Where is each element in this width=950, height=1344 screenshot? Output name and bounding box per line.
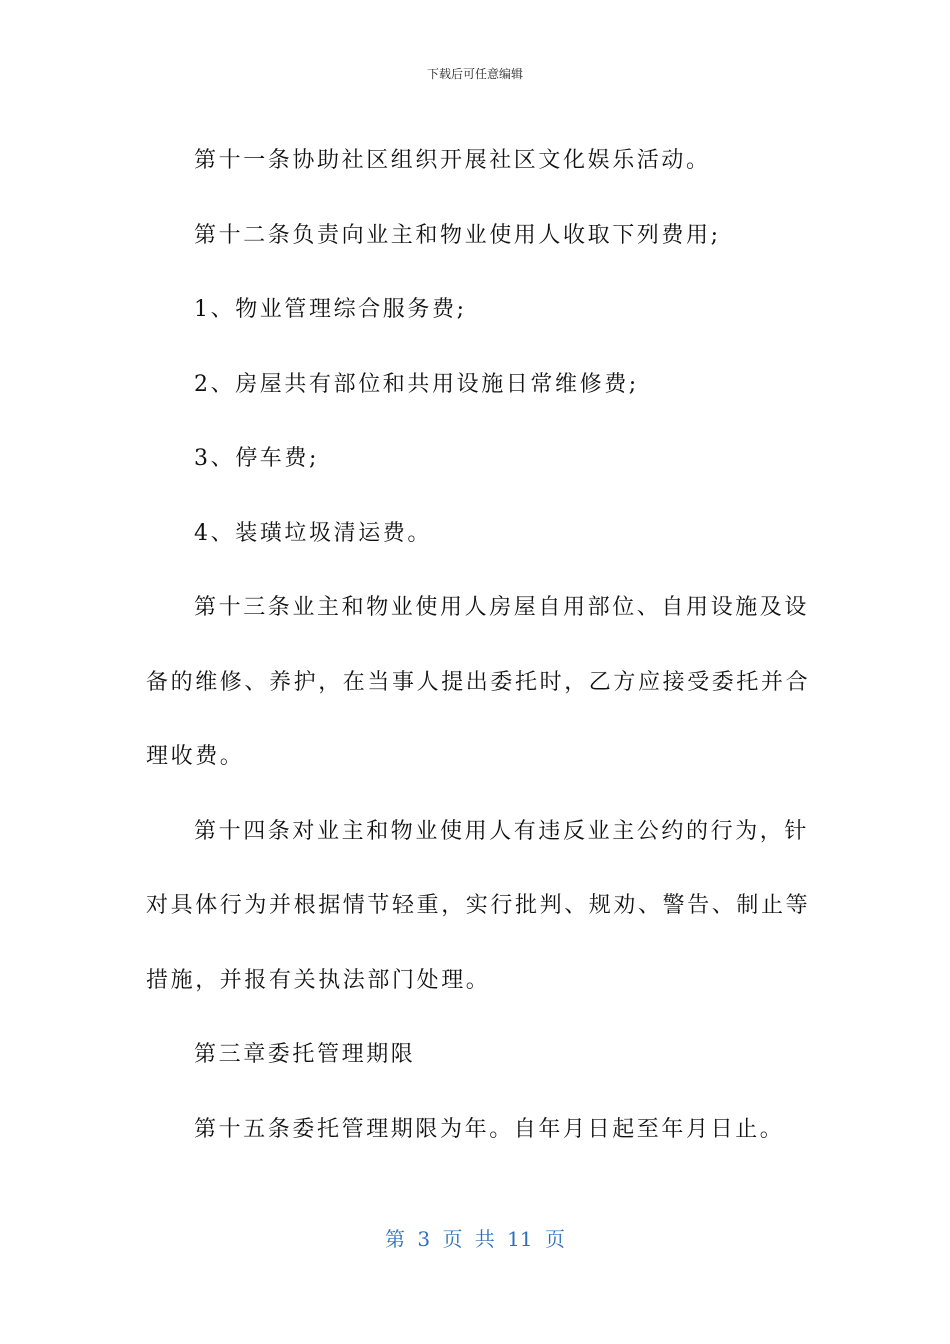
paragraph-line: 对具体行为并根据情节轻重，实行批判、规劝、警告、制止等 bbox=[146, 893, 811, 918]
list-item: 1、物业管理综合服务费; bbox=[194, 297, 467, 322]
page-number: 第 3 页 共 11 页 bbox=[385, 1227, 565, 1251]
paragraph-line: 第十一条协助社区组织开展社区文化娱乐活动。 bbox=[194, 148, 711, 173]
paragraph-line: 理收费。 bbox=[146, 744, 245, 769]
list-item: 3、停车费; bbox=[194, 446, 320, 471]
paragraph-line: 第十四条对业主和物业使用人有违反业主公约的行为，针 bbox=[194, 818, 810, 844]
paragraph-line: 第十五条委托管理期限为年。自年月日起至年月日止。 bbox=[194, 1116, 785, 1142]
page-header: 下载后可任意编辑 bbox=[426, 67, 523, 81]
paragraph-line: 第十二条负责向业主和物业使用人收取下列费用; bbox=[194, 222, 721, 248]
paragraph-line: 备的维修、养护，在当事人提出委托时，乙方应接受委托并合 bbox=[146, 669, 811, 695]
list-item: 4、装璜垃圾清运费。 bbox=[194, 520, 432, 546]
document-body bbox=[146, 124, 811, 1167]
paragraph-line: 措施，并报有关执法部门处理。 bbox=[146, 967, 491, 993]
paragraph-line: 第十三条业主和物业使用人房屋自用部位、自用设施及设 bbox=[194, 595, 810, 620]
chapter-heading: 第三章委托管理期限 bbox=[194, 1042, 416, 1067]
list-item: 2、房屋共有部位和共用设施日常维修费; bbox=[194, 371, 639, 397]
